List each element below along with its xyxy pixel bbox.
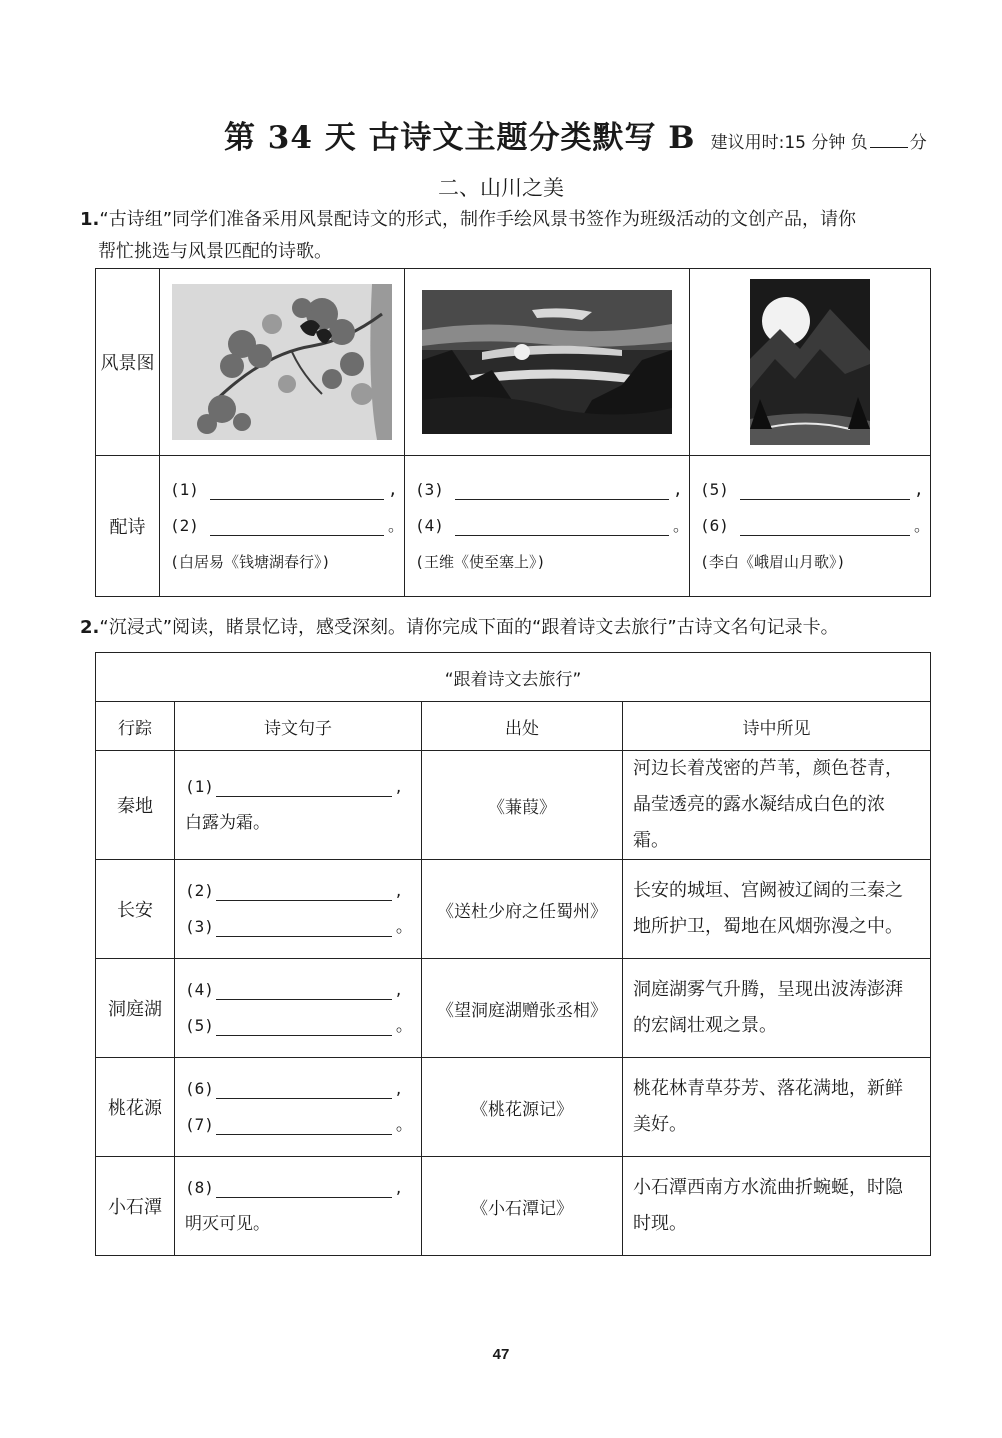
blank-label: (3) [414,480,444,499]
header-poem-lines: 诗文句子 [175,702,422,751]
blank-label: (6) [185,1079,214,1098]
place-cell: 长安 [96,860,175,959]
blank-label: (5) [699,480,729,499]
score-unit: 分 [909,133,927,153]
blank-label: (4) [185,980,214,999]
blank-label: (3) [185,917,214,936]
scene-cell: 小石潭西南方水流曲折蜿蜒，时隐时现。 [623,1157,931,1256]
moon-over-mountains-picture [750,279,870,445]
poem-cell-3 [689,456,930,597]
blank-label: (1) [169,480,199,499]
answer-blank-5[interactable] [216,1017,392,1036]
quote-cell [175,751,422,860]
punctuation: 。 [395,917,413,937]
page-title-row [224,112,927,157]
blank-label: (8) [185,1178,214,1197]
quote-cell [175,1058,422,1157]
scenery-cell-1 [159,269,404,456]
table-row [96,751,931,860]
punctuation: , [395,881,402,901]
given-line: 白露为霜。 [185,813,270,833]
scene-cell: 河边长着茂密的芦苇，颜色苍青，晶莹透亮的露水凝结成白色的浓霜。 [623,751,931,860]
poem-cell-2 [404,456,689,597]
source-cell: 《蒹葭》 [422,751,623,860]
punctuation: , [395,980,402,1000]
table-caption: “跟着诗文去旅行” [96,653,931,702]
question-2-text: “沉浸式”阅读，睹景忆诗，感受深刻。请你完成下面的“跟着诗文去旅行”古诗文名句记录卡。 [99,617,839,638]
scene-cell: 桃花林青草芬芳、落花满地，新鲜美好。 [623,1058,931,1157]
table-row [96,1157,931,1256]
punctuation: 。 [387,516,404,535]
blank-label: (6) [699,516,729,535]
quote-cell [175,1157,422,1256]
mountains-sunset-river-picture [422,290,672,434]
answer-blank-3[interactable] [455,481,669,500]
question-1-text-line2: 帮忙挑选与风景匹配的诗歌。 [98,241,332,262]
source-cell: 《小石潭记》 [422,1157,623,1256]
question-1 [80,204,940,268]
bird-on-blossom-branch-picture [172,284,392,440]
answer-blank-5[interactable] [740,481,910,500]
page-title: 第 34 天 古诗文主题分类默写 B [224,120,696,156]
place-cell: 秦地 [96,751,175,860]
answer-blank-8[interactable] [216,1179,392,1198]
question-2 [80,612,960,644]
punctuation: 。 [913,516,930,535]
table-row [96,1058,931,1157]
question-2-number: 2. [80,617,100,638]
scenery-cell-3 [689,269,930,456]
scenery-cell-2 [404,269,689,456]
poem-source: (白居易《钱塘湖春行》) [169,553,331,571]
time-note: 建议用时:15 分钟 负 [710,133,868,153]
source-cell: 《桃花源记》 [422,1058,623,1157]
answer-blank-4[interactable] [216,981,392,1000]
header-itinerary: 行踪 [96,702,175,751]
punctuation: , [672,480,683,499]
poem-cell-1 [159,456,404,597]
punctuation: 。 [395,1115,413,1135]
punctuation: 。 [672,516,689,535]
place-cell: 小石潭 [96,1157,175,1256]
answer-blank-6[interactable] [216,1080,392,1099]
place-cell: 洞庭湖 [96,959,175,1058]
score-blank[interactable] [870,135,908,148]
row-label-poem: 配诗 [96,456,160,597]
scene-cell: 洞庭湖雾气升腾，呈现出波涛澎湃的宏阔壮观之景。 [623,959,931,1058]
source-cell: 《望洞庭湖赠张丞相》 [422,959,623,1058]
source-cell: 《送杜少府之任蜀州》 [422,860,623,959]
blank-label: (7) [185,1115,214,1134]
blank-label: (2) [169,516,199,535]
row-label-scenery: 风景图 [96,269,160,456]
punctuation: , [387,480,398,499]
page-number: 47 [492,1346,510,1363]
blank-label: (4) [414,516,444,535]
blank-label: (2) [185,881,214,900]
quote-cell [175,860,422,959]
section-heading: 二、山川之美 [438,176,564,200]
table-header-row [96,702,931,751]
answer-blank-1[interactable] [210,481,384,500]
punctuation: , [395,1079,402,1099]
given-line: 明灭可见。 [185,1214,270,1234]
table-row [96,959,931,1058]
poem-source: (李白《峨眉山月歌》) [699,553,846,571]
header-source: 出处 [422,702,623,751]
answer-blank-3[interactable] [216,918,392,937]
question-1-text-line1: “古诗组”同学们准备采用风景配诗文的形式，制作手绘风景书签作为班级活动的文创产品，请你 [99,209,857,230]
scenery-image-row [96,269,931,456]
punctuation: , [913,480,924,499]
answer-blank-7[interactable] [216,1116,392,1135]
header-scene: 诗中所见 [623,702,931,751]
answer-blank-1[interactable] [216,778,392,797]
scene-cell: 长安的城垣、宫阙被辽阔的三秦之地所护卫，蜀地在风烟弥漫之中。 [623,860,931,959]
quote-cell [175,959,422,1058]
poem-row [96,456,931,597]
blank-label: (1) [185,777,214,796]
question-1-number: 1. [80,209,100,230]
poem-source: (王维《使至塞上》) [414,553,546,571]
table-row [96,860,931,959]
answer-blank-6[interactable] [740,517,910,536]
answer-blank-2[interactable] [210,517,384,536]
travel-record-table [95,652,931,1256]
punctuation: , [395,1178,402,1198]
answer-blank-4[interactable] [455,517,669,536]
punctuation: 。 [395,1016,413,1036]
answer-blank-2[interactable] [216,882,392,901]
blank-label: (5) [185,1016,214,1035]
punctuation: , [395,777,402,797]
place-cell: 桃花源 [96,1058,175,1157]
scenery-poem-table [95,268,931,597]
